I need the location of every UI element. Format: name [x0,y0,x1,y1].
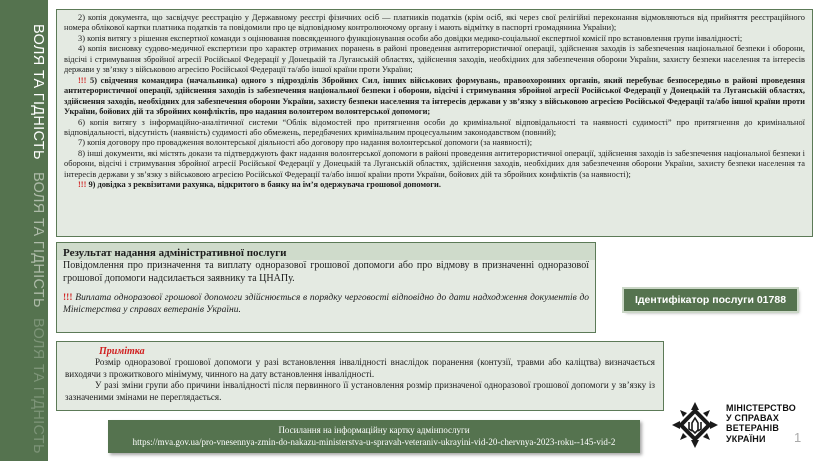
sidebar-slogan-faded: ВОЛЯ ТА ГІДНІСТЬ [30,171,46,308]
note-title: Примітка [99,346,145,357]
page-number: 1 [794,430,802,445]
document-item: 3) копія витягу з рішення експертної команди з оцінювання повсякденного функціонування особи або довідки медико-соціальної експертної комісії про встановлення групи інвалідності; [78,33,743,43]
document-item: 8) інші документи, які містять докази та підтверджують факт надання волонтерської допомоги в районі проведення антитерористичної операції, здійснення заходів із забезпечення національної безпеки і оборони, відсічі і стримування збройної агресії Російської Федерації у Донецькій та Луганській областях, здійснення заходів, необхідних для забезпечення оборони України, захисту безпеки населення та інтересів держави у зв’язку з військовою агресією Російської Федерації та/або іншої країни проти України, бойових дій та збройних конфліктів (за наявності); [64,148,805,179]
important-mark: !!! [78,180,87,190]
note-panel [56,341,664,411]
result-title: Результат надання адміністративної послуги [57,243,595,260]
sidebar [0,0,48,461]
ministry-line: УКРАЇНИ [726,433,766,444]
ministry-line: У СПРАВАХ [726,413,780,424]
link-caption: Посилання на інформаційну картку адмінпослуги [278,425,470,435]
ministry-name [726,403,796,444]
ministry-line: МІНІСТЕРСТВО [726,403,797,413]
important-mark: !!! [78,75,87,85]
document-item-important [64,180,805,190]
document-item: 4) копія висновку судово-медичної експертизи про характер отриманих поранень в районі проведення антитерористичної операції, здійснення заходів із забезпечення національної безпеки і оборони, відсічі і стримування збройної агресії Російської Федерації у Донецькій та Луганській областях, здійснення заходів, необхідних для забезпечення оборони України, захисту безпеки населення та інтересів держави у зв’язку з військовою агресією Російської Федерації та/або іншої країни проти України; [64,44,805,75]
document-item-text: 9) довідка з реквізитами рахунка, відкритого в банку на ім’я одержувача грошової допомоги. [88,180,441,190]
document-item: 6) копія витягу з інформаційно-аналітичної системи “Облік відомостей про притягнення особи до кримінальної відповідальності та наявності судимості” про притягнення до кримінальної відповідальності, відсутність (наявність) судимості або обмежень, передбачених кримінальним процесуальним законодавством (повний); [64,117,805,137]
link-url[interactable]: https://mva.gov.ua/pro-vnesennya-zmin-do-nakazu-ministerstva-u-spravah-veteraniv-ukrayini-vid-20-chervnya-2023-roku--145-vid-2 [132,436,616,447]
info-card-link[interactable] [108,420,640,453]
ministry-line: ВЕТЕРАНІВ [726,423,780,434]
sidebar-slogan-faded: ВОЛЯ ТА ГІДНІСТЬ [30,317,46,454]
result-note-text: Виплата одноразової грошової допомоги здійснюється в порядку черговості відповідно до дати надходження документів до Міністерства у справах ветеранів України. [63,292,590,315]
ministry-emblem-icon [670,400,720,450]
document-item-important [64,76,805,118]
document-item: 7) копія договору про провадження волонтерської діяльності або договору про надання волонтерської допомоги (за наявності); [78,138,533,148]
result-note [57,286,595,316]
important-mark: !!! [63,292,73,303]
result-panel [56,242,596,333]
document-item: 2) копія документа, що засвідчує реєстрацію у Державному реєстрі фізичних осіб — платників податків (крім осіб, які через свої релігійні переконання відмовляються від прийняття реєстраційного номера облікової картки платника податків та повідомили про це відповідному контролюючому органу і мають відмітку в паспорті громадянина України); [64,13,805,33]
note-paragraph: У разі зміни групи або причини інвалідності після первинного її установлення розмір призначеної одноразової грошової допомоги у зв’язку із зазначеними змінами не переглядається. [65,380,655,402]
result-text: Повідомлення про призначення та виплату одноразової грошової допомоги або про відмову в призначенні одноразової грошової допомоги надсилається заявнику та ЦНАПу. [63,260,589,284]
service-id-badge: Ідентифікатор послуги 01788 [624,289,797,311]
sidebar-slogan: ВОЛЯ ТА ГІДНІСТЬ [30,23,46,160]
document-item-text: 5) свідчення командира (начальника) одного з підрозділів Збройних Сил, інших військових формувань, правоохоронних органів, який перебуває безпосередньо в районі проведення антитерористичної операції, здійснення заходів із забезпечення національної безпеки і оборони, відсічі і стримування збройної агресії Російської Федерації у Донецькій та Луганській областях, здійснення заходів, необхідних для забезпечення оборони України, захисту безпеки населення та інтересів держави у зв’язку з військовою агресією Російської Федерації та/або іншої країни проти України, бойових дій та збройних конфліктів, про надання волонтером волонтерської допомоги; [64,75,806,117]
note-paragraph: Розмір одноразової грошової допомоги у разі встановлення інвалідності внаслідок поранення (контузії, травми або каліцтва) визначається виходячи з прожиткового мінімуму, чинного на дату встановлення інвалідності. [65,357,655,379]
documents-list [56,9,813,237]
